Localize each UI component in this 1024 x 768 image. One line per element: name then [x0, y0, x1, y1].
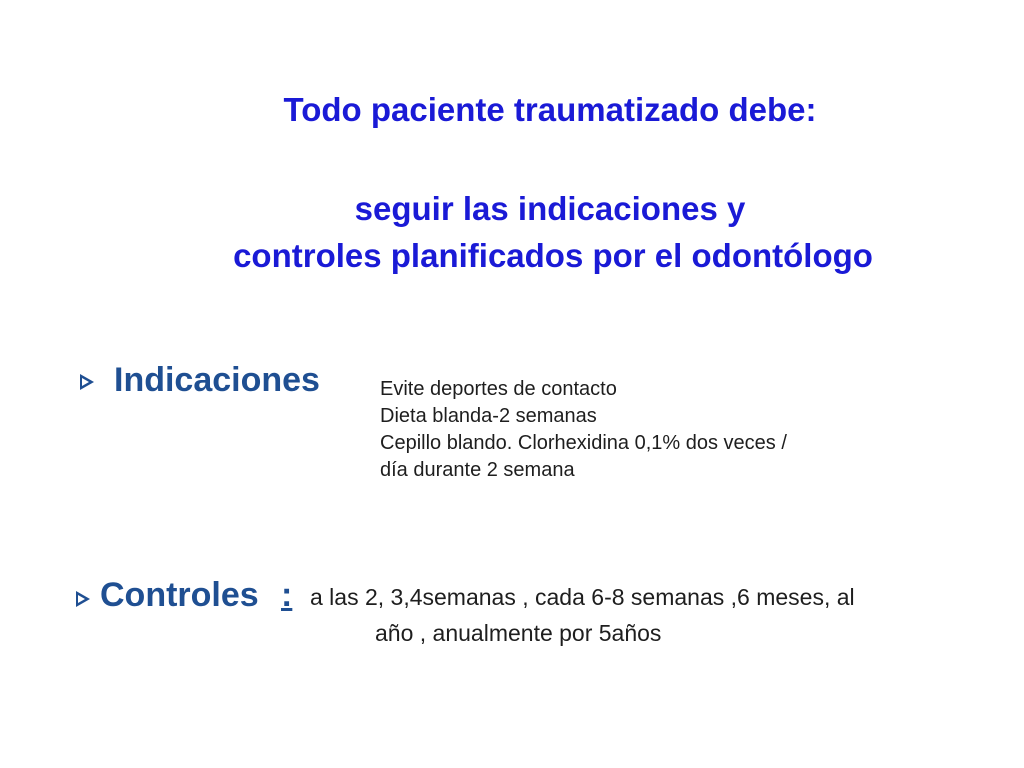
controles-label: Controles: [100, 576, 259, 614]
title-line-2: seguir las indicaciones y: [354, 190, 746, 227]
indicaciones-item: día durante 2 semana: [380, 459, 575, 481]
indicaciones-item: Evite deportes de contacto: [380, 378, 617, 400]
title-line-1: Todo paciente traumatizado debe:: [283, 91, 817, 128]
indicaciones-item: Dieta blanda-2 semanas: [380, 405, 597, 427]
controles-colon: :: [281, 576, 293, 614]
indicaciones-label: Indicaciones: [114, 361, 320, 399]
controles-text-line-2: año , anualmente por 5años: [375, 620, 662, 646]
controles-text-line-1: a las 2, 3,4semanas , cada 6-8 semanas ,6 meses, al: [310, 584, 855, 610]
title-line-3: controles planificados por el odontólogo: [233, 237, 873, 274]
arrow-bullet-icon: [76, 591, 90, 607]
indicaciones-item: Cepillo blando. Clorhexidina 0,1% dos veces /: [380, 432, 787, 454]
indicaciones-list: [380, 376, 940, 484]
arrow-bullet-icon: [80, 374, 94, 390]
